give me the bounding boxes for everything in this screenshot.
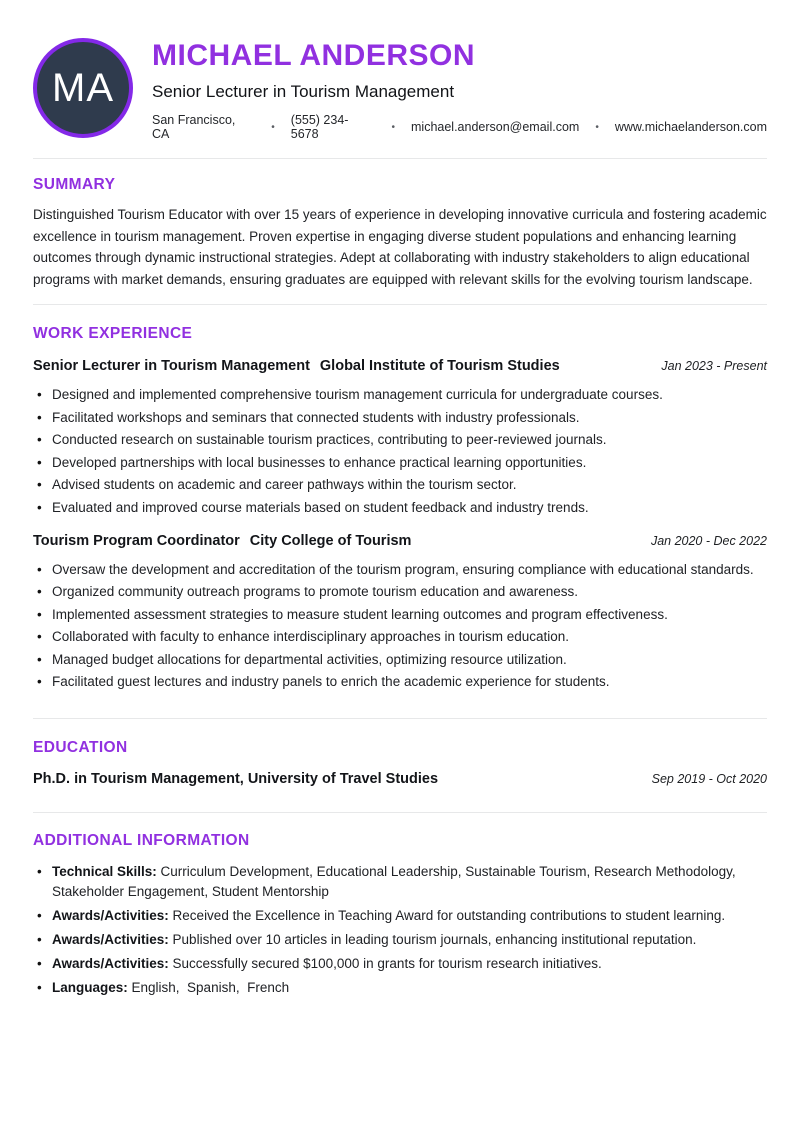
bullet-separator-icon: • (391, 121, 395, 133)
section-divider (33, 812, 767, 813)
education-entry (33, 771, 767, 787)
avatar (33, 38, 133, 138)
info-item (33, 862, 767, 902)
job-entry (33, 533, 767, 693)
info-item-label: Awards/Activities: (52, 956, 169, 971)
job-dates: Jan 2020 - Dec 2022 (650, 533, 767, 548)
job-bullet: • Implemented assessment strategies to measure student learning outcomes and program effectiveness. (33, 605, 767, 625)
info-item-label: Awards/Activities: (52, 908, 169, 923)
job-bullet: • Facilitated workshops and seminars that connected students with industry professionals. (33, 408, 767, 428)
job-bullet: • Conducted research on sustainable tourism practices, contributing to peer-reviewed journals. (33, 430, 767, 450)
info-item (33, 978, 767, 998)
bullet-separator-icon: • (595, 121, 599, 133)
info-item-text: Published over 10 articles in leading tourism journals, enhancing institutional reputation. (168, 932, 697, 947)
job-bullet-list (33, 560, 767, 693)
info-item-label: Technical Skills: (52, 864, 157, 879)
bullet-separator-icon: • (271, 121, 275, 133)
additional-info-list (33, 862, 767, 998)
job-bullet: • Designed and implemented comprehensive tourism management curricula for undergraduate courses. (33, 385, 767, 405)
contact-location: San Francisco, CA (152, 113, 236, 141)
job-bullet: • Facilitated guest lectures and industry panels to enrich the academic experience for students. (33, 672, 767, 692)
candidate-name: MICHAEL ANDERSON (152, 39, 476, 72)
section-divider (33, 718, 767, 719)
education-section (33, 739, 767, 787)
resume-header (33, 35, 767, 141)
job-bullet: • Managed budget allocations for departmental activities, optimizing resource utilization. (33, 650, 767, 670)
info-item (33, 930, 767, 950)
education-degree: Ph.D. in Tourism Management, University of Travel Studies (33, 771, 439, 787)
info-item (33, 906, 767, 926)
job-entry (33, 358, 767, 518)
section-divider (33, 304, 767, 305)
contact-row (152, 113, 767, 141)
job-title-line (33, 358, 560, 374)
info-item-text: Successfully secured $100,000 in grants for tourism research initiatives. (168, 956, 602, 971)
contact-website: www.michaelanderson.com (614, 120, 767, 134)
avatar-initials: MA (52, 65, 114, 110)
job-bullet: • Developed partnerships with local businesses to enhance practical learning opportunities. (33, 453, 767, 473)
additional-information-heading: ADDITIONAL INFORMATION (33, 832, 250, 849)
job-title-line (33, 533, 411, 549)
work-experience-heading: WORK EXPERIENCE (33, 325, 193, 342)
job-bullet: • Evaluated and improved course materials based on student feedback and industry trends. (33, 498, 767, 518)
job-company: Global Institute of Tourism Studies (319, 358, 560, 374)
info-item-label: Languages: (52, 980, 128, 995)
job-bullet: • Collaborated with faculty to enhance interdisciplinary approaches in tourism education. (33, 627, 767, 647)
summary-section (33, 176, 767, 290)
job-bullet: • Oversaw the development and accreditation of the tourism program, ensuring compliance with educational standards. (33, 560, 767, 580)
info-item-text: Received the Excellence in Teaching Award for outstanding contributions to student learning. (168, 908, 726, 923)
job-bullet: • Advised students on academic and career pathways within the tourism sector. (33, 475, 767, 495)
job-title: Tourism Program Coordinator (33, 532, 240, 549)
job-bullet: • Organized community outreach programs to promote tourism education and awareness. (33, 582, 767, 602)
additional-information-section (33, 832, 767, 998)
job-title: Senior Lecturer in Tourism Management (33, 358, 310, 374)
section-divider (33, 158, 767, 159)
job-bullet-list (33, 385, 767, 518)
header-text (152, 35, 767, 141)
job-dates: Jan 2023 - Present (661, 359, 767, 373)
contact-email: michael.anderson@email.com (411, 120, 580, 134)
candidate-title: Senior Lecturer in Tourism Management (152, 82, 455, 101)
education-dates: Sep 2019 - Oct 2020 (651, 772, 767, 786)
summary-heading: SUMMARY (33, 176, 116, 193)
job-entry-header (33, 533, 767, 549)
contact-phone: (555) 234-5678 (290, 113, 349, 141)
job-entry-header (33, 358, 767, 374)
work-experience-section (33, 325, 767, 692)
education-heading: EDUCATION (33, 739, 128, 756)
info-item (33, 954, 767, 974)
summary-text: Distinguished Tourism Educator with over 15 years of experience in developing innovative curricula and fostering academic excellence in tourism management. Proven expertise in engaging diverse student populations and enhancing learning outcomes through dynamic instructional strategies. Adept at collaborating with industry stakeholders to align educational programs with market demands, ensuring graduates are equipped with relevant skills for the evolving tourism landscape. (33, 207, 767, 287)
info-item-label: Awards/Activities: (52, 932, 169, 947)
info-item-text: Curriculum Development, Educational Leadership, Sustainable Tourism, Research Methodology, Stakeholder Engagement, Student Mentorship (52, 864, 740, 899)
job-company: City College of Tourism (249, 532, 412, 549)
info-item-text: English, Spanish, French (127, 980, 290, 995)
